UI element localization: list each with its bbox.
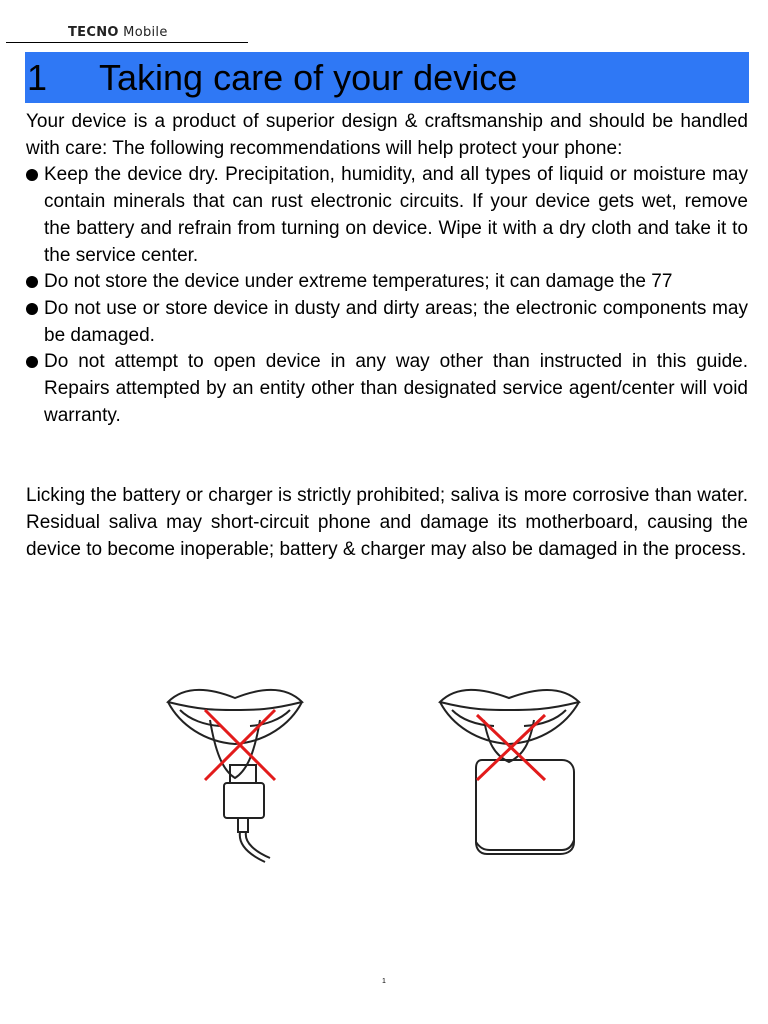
list-item-text: Keep the device dry. Precipitation, humidity, and all types of liquid or moisture may contain minerals that can rust electronic circuits. If your device gets wet, remove the battery and refrain from turning on device. Wipe it with a dry cloth and take it to the service center. (44, 164, 748, 266)
mouth-licking-charger-prohibited-icon (160, 680, 310, 865)
bullet-icon (26, 169, 38, 181)
section-title-bar (25, 52, 749, 103)
bullet-icon (26, 276, 38, 288)
intro-paragraph: Your device is a product of superior design & craftsmanship and should be handled with care: The following recommendations will help protect your phone: (26, 111, 748, 159)
section-number: 1 (27, 56, 48, 98)
list-item-text: Do not use or store device in dusty and dirty areas; the electronic components may be damaged. (44, 297, 748, 346)
brand-logo (68, 25, 168, 40)
brand-name: TECNO (68, 25, 119, 40)
warning-paragraph: Licking the battery or charger is strictly prohibited; saliva is more corrosive than water. Residual saliva may short-circuit phone and damage its motherboard, causing the device to become inoperable; battery & charger may also be damaged in the process. (26, 485, 748, 560)
section-title: Taking care of your device (99, 56, 518, 98)
list-item (26, 349, 748, 429)
document-body (26, 109, 748, 564)
brand-subtitle: Mobile (123, 25, 168, 40)
mouth-licking-battery-prohibited-icon (432, 680, 587, 865)
header-rule (6, 42, 248, 43)
bullet-icon (26, 303, 38, 315)
list-item-text: Do not store the device under extreme temperatures; it can damage the 77 (44, 271, 673, 293)
page-number: 1 (382, 978, 386, 985)
bullet-icon (26, 356, 38, 368)
list-item-text: Do not attempt to open device in any way other than instructed in this guide. Repairs attempted by an entity other than designated service agent/center will void warranty. (44, 351, 748, 426)
care-recommendations-list (26, 162, 748, 429)
list-item (26, 296, 748, 349)
list-item (26, 162, 748, 269)
list-item (26, 269, 748, 296)
